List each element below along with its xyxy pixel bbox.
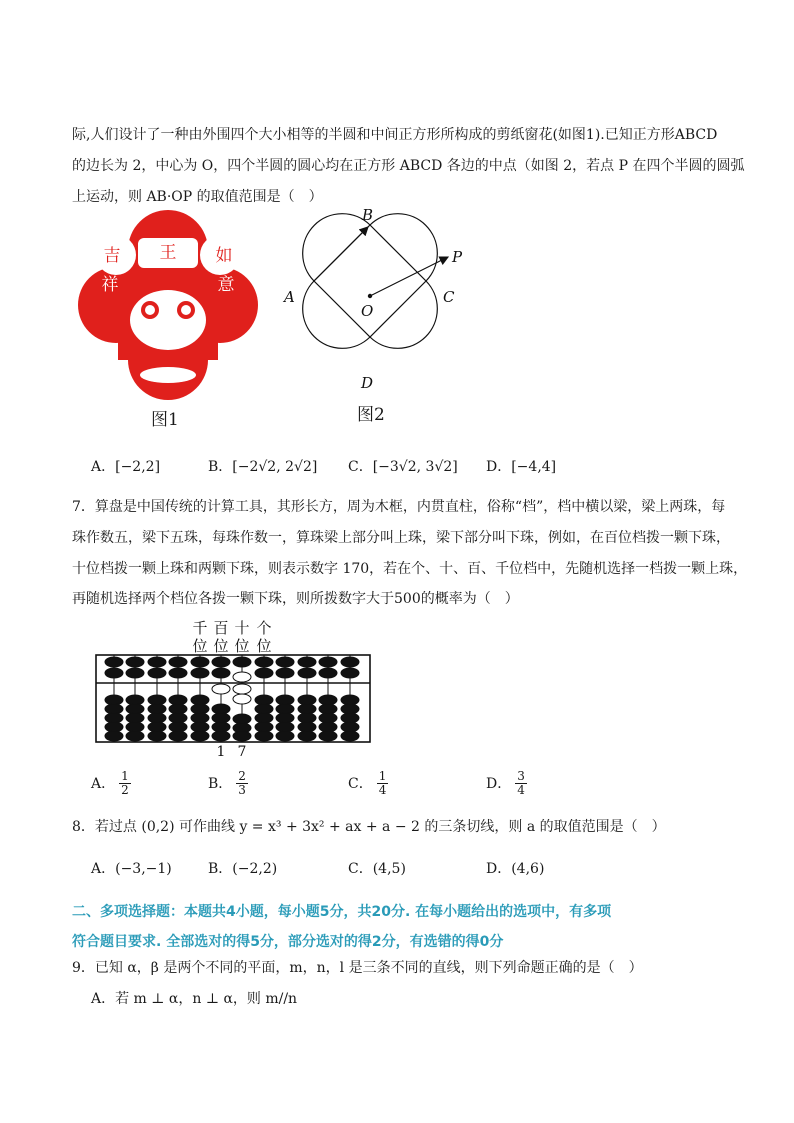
label-p: P (452, 248, 463, 266)
lower-bead-active (233, 694, 251, 704)
label-a: A (284, 288, 295, 306)
q7-option-b-den: 3 (238, 782, 246, 797)
q6-option-b[interactable]: B．[−2√2, 2√2] (208, 459, 318, 475)
q7-option-c[interactable] (348, 768, 388, 798)
upper-bead (169, 657, 187, 667)
lower-bead (148, 731, 166, 741)
q7-option-b-num: 2 (238, 768, 246, 783)
vector-ab (314, 227, 368, 281)
papercut-figure (78, 210, 258, 400)
square-abcd (314, 225, 426, 337)
label-o: O (361, 302, 374, 320)
q8-option-a[interactable]: A．(−3,−1) (91, 861, 172, 877)
lower-bead (212, 731, 230, 741)
label-b: B (362, 206, 374, 224)
papercut-char-yi: 意 (217, 275, 235, 295)
lower-bead-active (233, 684, 251, 694)
abacus-figure (90, 615, 390, 760)
q7-option-d-den: 4 (517, 782, 525, 797)
papercut-char-wang: 王 (159, 243, 177, 263)
section2-heading-line2: 符合题目要求. 全部选对的得5分，部分选对的得2分，有选错的得0分 (72, 934, 504, 950)
q7-option-d-letter: D． (486, 776, 512, 792)
q7-option-a-letter: A． (91, 776, 116, 792)
lower-bead (191, 731, 209, 741)
q7-option-b[interactable] (208, 768, 248, 798)
abacus-header-qian: 千 (192, 619, 208, 637)
q7-line-2: 珠作数五，梁下五珠，每珠作数一，算珠梁上部分叫上珠，梁下部分叫下珠，例如，在百位档拨一颗下珠， (72, 530, 730, 546)
lower-bead (341, 731, 359, 741)
upper-bead (191, 668, 209, 678)
q7-line-1: 7．算盘是中国传统的计算工具，其形长方，周为木框，内贯直柱，俗称“档”，档中横以梁，梁上两珠，每 (72, 499, 726, 515)
abacus-header-wei-2: 位 (213, 637, 229, 655)
abacus-header-wei-3: 位 (234, 637, 250, 655)
q6-option-c[interactable]: C．[−3√2, 3√2] (348, 459, 458, 475)
label-c: C (443, 288, 455, 306)
q6-option-a[interactable]: A．[−2,2] (91, 459, 161, 475)
lower-bead (169, 731, 187, 741)
geometry-figure (280, 200, 480, 400)
lower-bead (233, 731, 251, 741)
q6-option-d[interactable]: D．[−4,4] (486, 459, 557, 475)
papercut-char-ji: 吉 (103, 246, 121, 266)
q8-option-d[interactable]: D．(4,6) (486, 861, 545, 877)
q7-option-c-num: 1 (378, 768, 387, 783)
upper-bead (212, 657, 230, 667)
q7-option-a[interactable] (91, 768, 131, 798)
papercut-char-ru: 如 (215, 246, 233, 266)
abacus-digit-1: 1 (216, 744, 226, 760)
upper-bead (148, 668, 166, 678)
abacus-header-ge: 个 (256, 619, 272, 637)
upper-bead (276, 668, 294, 678)
q7-option-b-fraction (236, 770, 248, 797)
upper-bead (212, 668, 230, 678)
q9-text: 9．已知 α，β 是两个不同的平面，m，n，l 是三条不同的直线，则下列命题正确的是（ ） (72, 960, 643, 976)
abacus-beads (105, 657, 359, 741)
four-semicircles (303, 214, 438, 349)
upper-bead (169, 668, 187, 678)
upper-bead (126, 657, 144, 667)
q7-option-d[interactable] (486, 768, 527, 798)
q7-option-d-num: 3 (517, 768, 525, 783)
upper-bead (105, 657, 123, 667)
lower-bead (319, 731, 337, 741)
q7-option-a-num: 1 (121, 768, 129, 783)
q7-option-c-fraction (377, 770, 389, 797)
q8-option-c[interactable]: C．(4,5) (348, 861, 406, 877)
papercut-char-xiang: 祥 (101, 275, 119, 295)
q7-line-3: 十位档拨一颗上珠和两颗下珠，则表示数字 170，若在个、十、百、千位档中，先随机选择一档拨一颗上珠， (72, 561, 748, 577)
upper-bead (126, 668, 144, 678)
upper-bead (255, 657, 273, 667)
upper-bead-active (233, 672, 251, 682)
lower-bead-active (212, 684, 230, 694)
lower-bead (298, 731, 316, 741)
fig1-caption: 图1 (151, 410, 179, 430)
upper-bead (319, 657, 337, 667)
q6-line-3: 上运动，则 AB·OP 的取值范围是（ ） (72, 189, 323, 205)
upper-bead (319, 668, 337, 678)
upper-bead (191, 657, 209, 667)
upper-bead (255, 668, 273, 678)
abacus-header-bai: 百 (213, 619, 229, 637)
lower-bead (126, 731, 144, 741)
abacus-digit-7: 7 (237, 744, 247, 760)
abacus-header-wei-1: 位 (192, 637, 208, 655)
q6-line-2: 的边长为 2，中心为 O，四个半圆的圆心均在正方形 ABCD 各边的中点（如图 2，若点 P 在四个半圆的圆弧 (72, 158, 745, 174)
q7-option-a-fraction (119, 770, 131, 797)
lower-bead (276, 731, 294, 741)
q7-option-d-fraction (515, 770, 527, 797)
lower-bead (105, 731, 123, 741)
upper-bead (233, 657, 251, 667)
upper-bead (341, 657, 359, 667)
q8-option-b[interactable]: B．(−2,2) (208, 861, 278, 877)
q7-option-c-den: 4 (378, 782, 387, 797)
q8-text: 8．若过点 (0,2) 可作曲线 y = x³ + 3x² + ax + a − 2 的三条切线，则 a 的取值范围是（ ） (72, 819, 666, 835)
q7-option-a-den: 2 (121, 782, 129, 797)
q7-option-b-letter: B． (208, 776, 233, 792)
fig2-caption: 图2 (357, 405, 385, 425)
q7-option-c-letter: C． (348, 776, 373, 792)
upper-bead (276, 657, 294, 667)
abacus-header-wei-4: 位 (256, 637, 272, 655)
vector-op (370, 257, 448, 296)
q7-line-4: 再随机选择两个档位各拨一颗下珠，则所拨数字大于500的概率为（ ） (72, 591, 519, 607)
label-d: D (361, 374, 374, 392)
upper-bead (148, 657, 166, 667)
q9-option-a[interactable]: A．若 m ⊥ α，n ⊥ α，则 m//n (91, 991, 298, 1007)
upper-bead (298, 668, 316, 678)
lower-bead (255, 731, 273, 741)
upper-bead (341, 668, 359, 678)
center-o (368, 294, 372, 298)
upper-bead (298, 657, 316, 667)
section2-heading-line1: 二、多项选择题：本题共4小题，每小题5分，共20分. 在每小题给出的选项中，有多项 (72, 904, 612, 920)
abacus-header-shi: 十 (234, 619, 250, 637)
q6-line-1: 际,人们设计了一种由外围四个大小相等的半圆和中间正方形所构成的剪纸窗花(如图1).已知正方形ABCD (72, 127, 718, 143)
upper-bead (105, 668, 123, 678)
